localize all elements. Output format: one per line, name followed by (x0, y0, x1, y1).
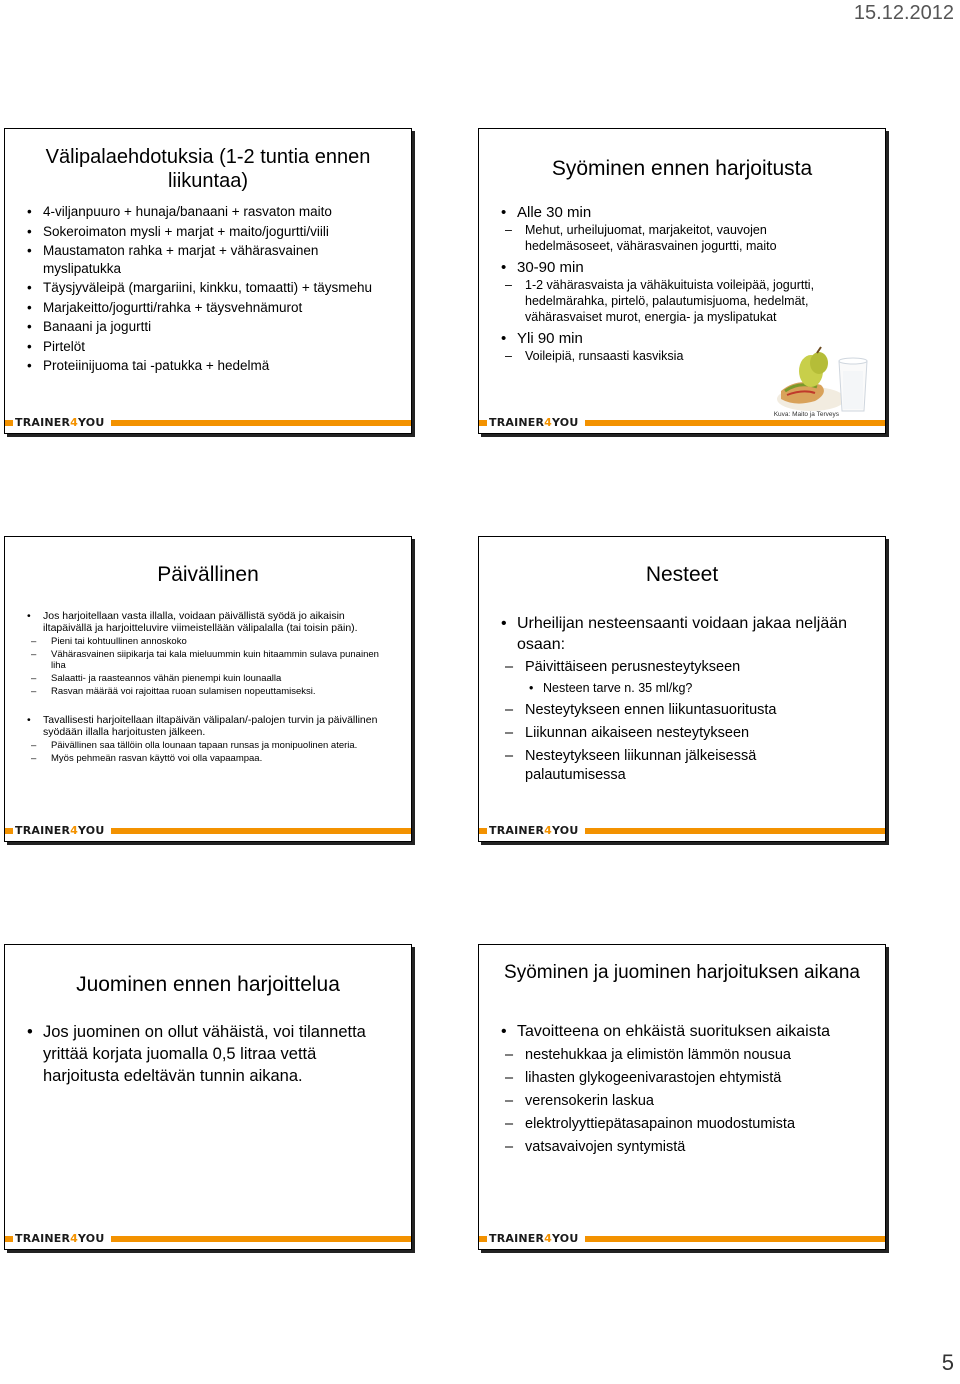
list-item: – nestehukkaa ja elimistön lämmön nousua (501, 1046, 855, 1065)
slide-title: Välipalaehdotuksia (1-2 tuntia ennen liikuntaa) (45, 146, 371, 192)
list-item: – Liikunnan aikaiseen nesteytykseen (501, 724, 855, 743)
list-item: • Alle 30 min (499, 203, 851, 222)
slide-valipalaehdotuksia (4, 128, 412, 434)
trainer4you-logo: TRAINER4YOU (13, 416, 111, 430)
photo-caption: Kuva: Maito ja Terveys (773, 411, 839, 418)
slide-syominen-ja-juominen (478, 944, 886, 1250)
list-item: • Tavoitteena on ehkäistä suorituksen aikaista (499, 1021, 855, 1043)
trainer4you-logo: TRAINER4YOU (13, 824, 111, 838)
slide-title: Päivällinen (157, 563, 259, 586)
drinking-list (25, 1021, 387, 1087)
list-item: – Päivittäiseen perusnesteytykseen (501, 658, 855, 677)
list-item: • 30-90 min (499, 258, 851, 277)
slide-title: Syöminen ja juominen harjoituksen aikana (504, 962, 860, 983)
list-item: – Vähärasvainen siipikarja tai kala mieluummin kuin hitaammin sulava punainen liha (27, 649, 391, 671)
list-item: – Rasvan määrää voi rajoittaa ruoan sulamisen nopeuttamiseksi. (27, 686, 391, 697)
list-item: • Jos juominen on ollut vähäistä, voi tilannetta yrittää korjata juomalla 0,5 litraa vettä harjoitusta edeltävän tunnin aikana. (25, 1021, 387, 1087)
list-item: – Nesteytykseen liikunnan jälkeisessä palautumisessa (501, 747, 855, 785)
page-number: 5 (941, 1350, 954, 1375)
list-item: • Proteiinijuoma tai -patukka + hedelmä (25, 357, 397, 375)
list-item: • Banaani ja jogurtti (25, 318, 397, 336)
dinner-list (25, 611, 391, 764)
slide-title: Syöminen ennen harjoitusta (551, 157, 813, 180)
list-item: – Nesteytykseen ennen liikuntasuoritusta (501, 701, 855, 720)
list-item: • Jos harjoitellaan vasta illalla, voidaan päivällistä syödä jo aikaisin iltapäivällä ja harjoitteluvire viimeistellään välipalalla (tai toisin päin). (25, 611, 391, 634)
list-item: – Salaatti- ja raasteannos vähän pienempi kuin lounaalla (27, 673, 391, 684)
slide-nesteet (478, 536, 886, 842)
list-item: – verensokerin laskua (501, 1092, 855, 1111)
list-item: – elektrolyyttiepätasapainon muodostumista (501, 1115, 855, 1134)
trainer4you-logo: TRAINER4YOU (487, 416, 585, 430)
during-exercise-list (499, 1021, 855, 1157)
slide-juominen-ennen-harjoittelua (4, 944, 412, 1250)
list-item: • Urheilijan nesteensaanti voidaan jakaa neljään osaan: (499, 613, 855, 655)
list-item: • Yli 90 min (499, 329, 851, 348)
list-item: – Myös pehmeän rasvan käyttö voi olla vapaampaa. (27, 753, 391, 764)
list-item: – 1-2 vähärasvaista ja vähäkuituista voileipää, jogurtti, hedelmärahka, pirtelö, palautumisjuoma, hedelmät, vähärasvaiset murot, energia- ja myslipatukat (501, 277, 851, 325)
fluids-list (499, 613, 855, 785)
timing-list (499, 203, 851, 364)
trainer4you-logo: TRAINER4YOU (487, 1232, 585, 1246)
slide-paivallinen (4, 536, 412, 842)
list-item: • 4-viljanpuuro + hunaja/banaani + rasvaton maito (25, 203, 397, 221)
list-item: • Tavallisesti harjoitellaan iltapäivän välipalan/-palojen turvin ja päivällinen syödään illalla harjoitusten jälkeen. (25, 715, 391, 738)
document-date: 15.12.2012 (853, 2, 954, 24)
list-item: – Mehut, urheilujuomat, marjakeitot, vauvojen hedelmäsoseet, vähärasvainen jogurtti, maito (501, 222, 851, 254)
list-item: – lihasten glykogeenivarastojen ehtymistä (501, 1069, 855, 1088)
list-item: • Nesteen tarve n. 35 ml/kg? (527, 680, 855, 696)
trainer4you-logo: TRAINER4YOU (13, 1232, 111, 1246)
slide-title: Nesteet (645, 563, 719, 586)
slide-title: Juominen ennen harjoittelua (76, 973, 340, 996)
list-item: • Täysjyväleipä (margariini, kinkku, tomaatti) + täysmehu (25, 279, 397, 297)
list-item: – vatsavaivojen syntymistä (501, 1138, 855, 1157)
list-item: – Voileipiä, runsaasti kasviksia (501, 348, 851, 364)
snack-list (25, 203, 397, 375)
list-item: • Maustamaton rahka + marjat + vähärasvainen myslipatukka (25, 242, 397, 277)
trainer4you-logo: TRAINER4YOU (487, 824, 585, 838)
list-item: • Sokeroimaton mysli + marjat + maito/jogurtti/viili (25, 223, 397, 241)
list-item: • Pirtelöt (25, 338, 397, 356)
list-item: • Marjakeitto/jogurtti/rahka + täysvehnämurot (25, 299, 397, 317)
slide-syominen-ennen-harjoitusta (478, 128, 886, 434)
pear-milk-sandwich-image (767, 341, 879, 421)
list-item: – Päivällinen saa tällöin olla lounaan tapaan runsas ja monipuolinen ateria. (27, 740, 391, 751)
list-item: – Pieni tai kohtuullinen annoskoko (27, 636, 391, 647)
